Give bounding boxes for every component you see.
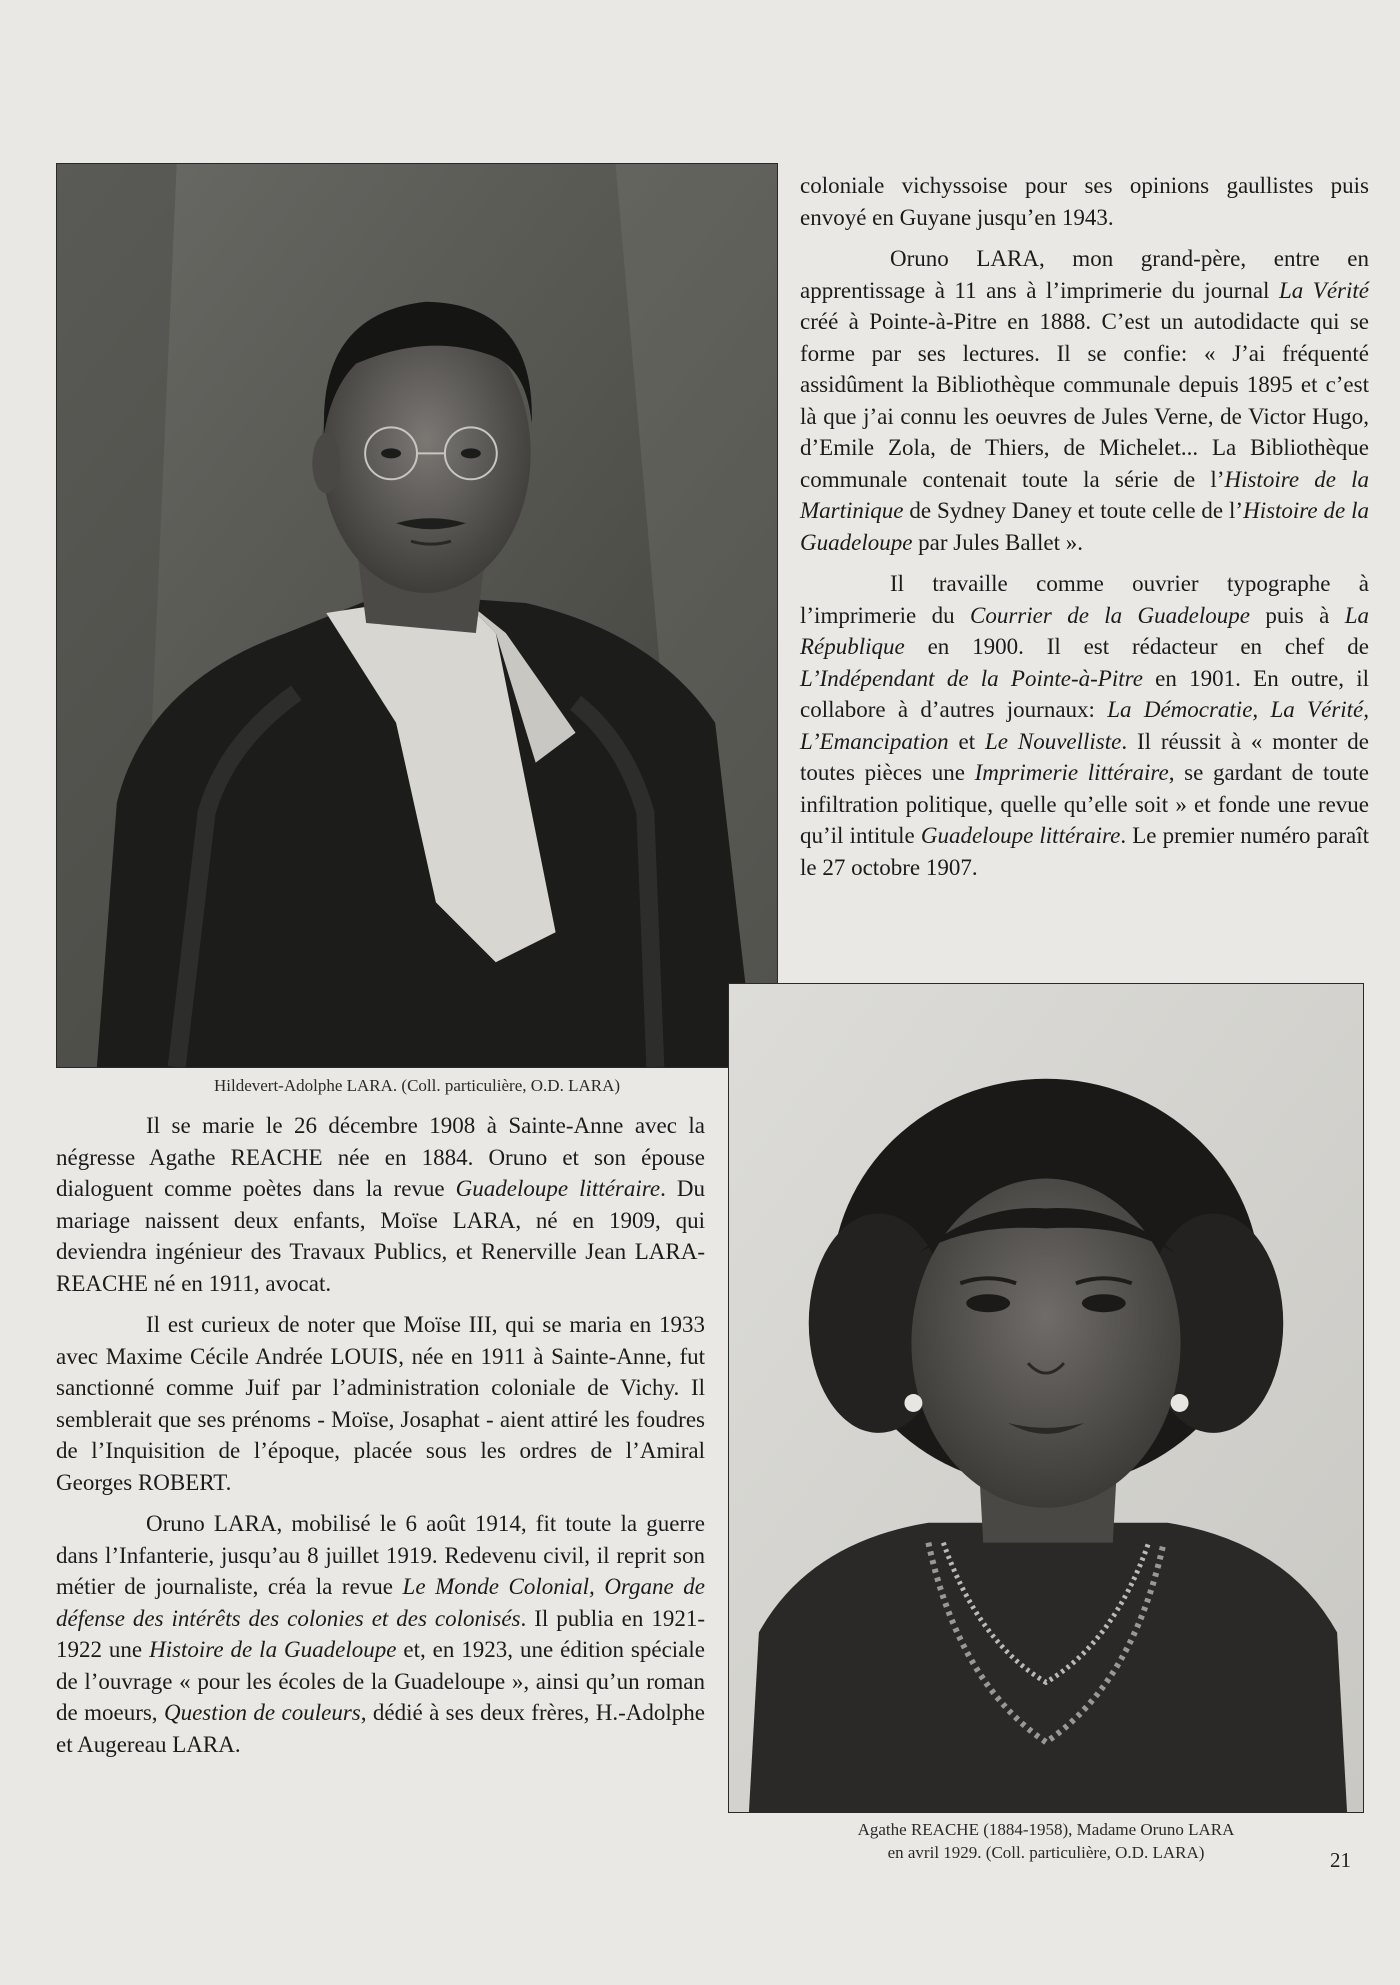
left-text-column xyxy=(56,1110,705,1760)
photo2-caption xyxy=(728,1818,1364,1864)
photo2-caption-line2: en avril 1929. (Coll. particulière, O.D. LARA) xyxy=(887,1843,1205,1862)
portrait-photo-agathe-reache xyxy=(728,983,1364,1813)
portrait-photo-hildevert-lara xyxy=(56,163,778,1068)
left-paragraph-2: Il est curieux de noter que Moïse III, qui se maria en 1933 avec Maxime Cécile Andrée LOUIS, née en 1911 à Sainte-Anne, fut sanctionné comme Juif par l’administration coloniale de Vichy. Il semblerait que ses prénoms - Moïse, Josaphat - aient attiré les foudres de l’Inquisition de l’époque, placée sous les ordres de l’Amiral Georges ROBERT. xyxy=(56,1312,705,1495)
right-paragraph-2: Oruno LARA, mon grand-père, entre en apprentissage à 11 ans à l’imprimerie du journal La Vérité créé à Pointe-à-Pitre en 1888. C’est un autodidacte qui se forme par ses lectures. Il se confie: « J’ai fréquenté assidûment la Bibliothèque communale depuis 1895 et c’est là que j’ai connu les oeuvres de Jules Verne, de Victor Hugo, d’Emile Zola, de Thiers, de Michelet... La Bibliothèque communale contenait toute la série de l’Histoire de la Martinique de Sydney Daney et toute celle de l’Histoire de la Guadeloupe par Jules Ballet ». xyxy=(800,246,1369,555)
left-paragraph-1: Il se marie le 26 décembre 1908 à Sainte-Anne avec la négresse Agathe REACHE née en 1884. Oruno et son épouse dialoguent comme poètes dans la revue Guadeloupe littéraire. Du mariage naissent deux enfants, Moïse LARA, né en 1909, qui deviendra ingénieur des Travaux Publics, et Renerville Jean LARA-REACHE né en 1911, avocat. xyxy=(56,1113,705,1296)
left-paragraph-3: Oruno LARA, mobilisé le 6 août 1914, fit toute la guerre dans l’Infanterie, jusqu’au 8 juillet 1919. Redevenu civil, il reprit son métier de journaliste, créa la revue Le Monde Colonial, Organe de défense des intérêts des colonies et des colonisés. Il publia en 1921-1922 une Histoire de la Guadeloupe et, en 1923, une édition spéciale de l’ouvrage « pour les écoles de la Guadeloupe », ainsi qu’un roman de moeurs, Question de couleurs, dédié à ses deux frères, H.-Adolphe et Augereau LARA. xyxy=(56,1511,706,1757)
page-number: 21 xyxy=(1330,1848,1351,1872)
right-paragraph-3: Il travaille comme ouvrier typographe à l’imprimerie du Courrier de la Guadeloupe puis à La République en 1900. Il est rédacteur en chef de L’Indépendant de la Pointe-à-Pitre en 1901. En outre, il collabore à d’autres journaux: La Démocratie, La Vérité, L’Emancipation et Le Nouvelliste. Il réussit à « monter de toutes pièces une Imprimerie littéraire, se gardant de toute infiltration politique, quelle qu’elle soit » et fonde une revue qu’il intitule Guadeloupe littéraire. Le premier numéro paraît le 27 octobre 1907. xyxy=(800,571,1370,880)
photo1-caption: Hildevert-Adolphe LARA. (Coll. particulière, O.D. LARA) xyxy=(213,1076,621,1095)
photo2-caption-line1: Agathe REACHE (1884-1958), Madame Oruno LARA xyxy=(857,1820,1235,1839)
right-paragraph-1: coloniale vichyssoise pour ses opinions gaullistes puis envoyé en Guyane jusqu’en 1943. xyxy=(800,173,1369,230)
portrait-illustration xyxy=(57,164,777,1067)
right-text-column xyxy=(800,170,1369,883)
portrait-illustration xyxy=(729,984,1363,1812)
